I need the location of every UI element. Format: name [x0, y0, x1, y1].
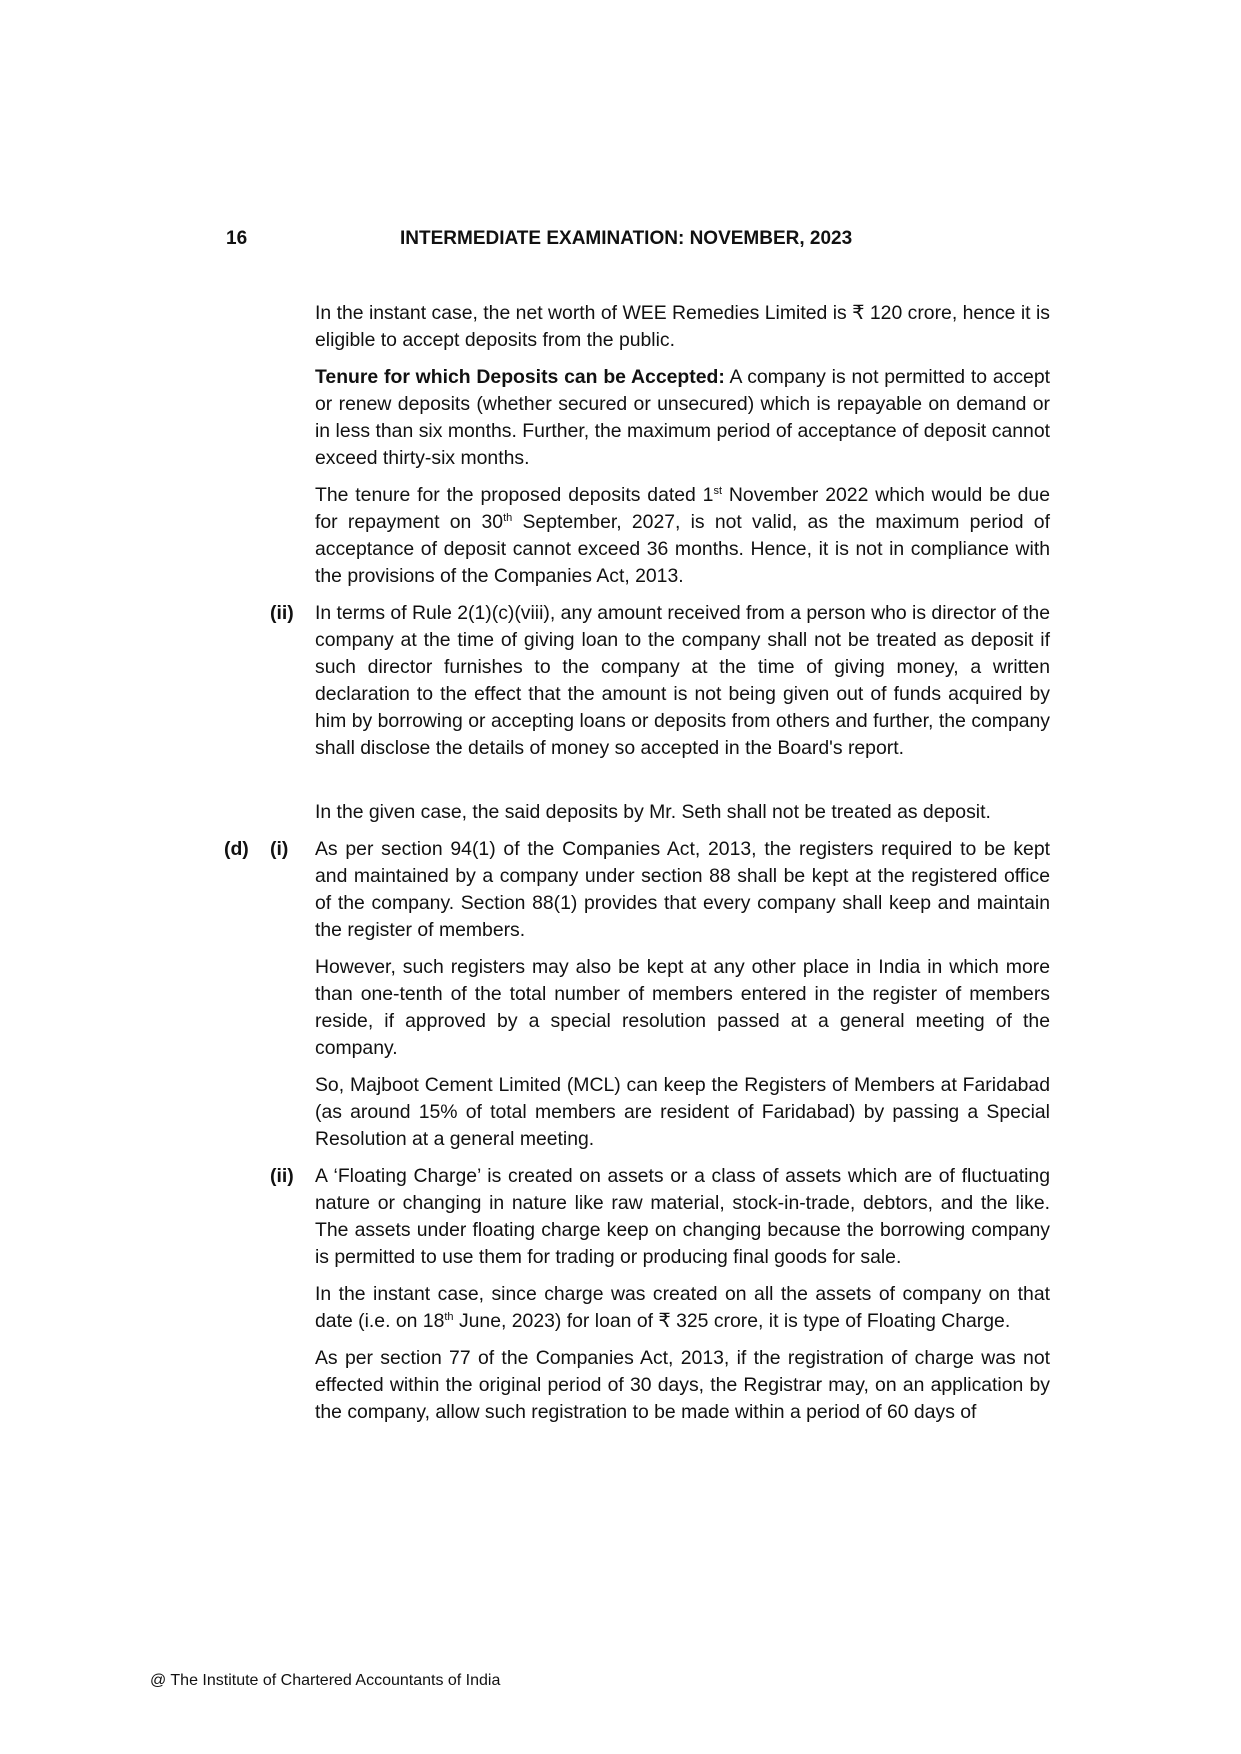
tenure-text: A company is not permitted to accept or renew deposits (whether secured or unsecured) which is repayable on demand or in less than six months. Further, the maximum period of acceptance of deposit cannot exceed thirty-six months. — [315, 366, 1050, 469]
floating-case-text-2: June, 2023) for loan of ₹ 325 crore, it is type of Floating Charge. — [453, 1310, 1011, 1332]
label-i: (i) — [270, 838, 289, 860]
label-d: (d) — [224, 838, 249, 860]
proposed-deposit-text-2: November 2022 which would be due for repayment on 30 — [315, 484, 1050, 533]
paragraph-floating-instant-case — [315, 1281, 1050, 1335]
paragraph-proposed-deposit — [315, 482, 1050, 590]
paragraph-director-deposit: In terms of Rule 2(1)(c)(viii), any amount received from a person who is director of the company at the time of giving loan to the company shall not be treated as deposit if such director furnishes to the company at the time of giving money, a written declaration to the effect that the amount is not being given out of funds acquired by him by borrowing or accepting loans or deposits from others and further, the company shall disclose the details of money so accepted in the Board's report. — [315, 602, 1050, 759]
paragraph-mcl-conclusion: So, Majboot Cement Limited (MCL) can keep the Registers of Members at Faridabad (as around 15% of total members are resident of Faridabad) by passing a Special Resolution at a general meeting. — [315, 1074, 1050, 1150]
ordinal-suffix: st — [713, 485, 723, 497]
paragraph-section-77: As per section 77 of the Companies Act, 2013, if the registration of charge was not effected within the original period of 30 days, the Registrar may, on an application by the company, allow such registration to be made within a period of 60 days of — [315, 1347, 1050, 1423]
proposed-deposit-text-1: The tenure for the proposed deposits dated 1 — [315, 484, 714, 506]
paragraph-seth-conclusion: In the given case, the said deposits by Mr. Seth shall not be treated as deposit. — [315, 801, 991, 823]
page-number: 16 — [226, 228, 248, 249]
paragraph-tenure — [315, 364, 1050, 472]
paragraph-registers-elsewhere: However, such registers may also be kept at any other place in India in which more than one-tenth of the total number of members entered in the register of members reside, if approved by a special resolution passed at a general meeting of the company. — [315, 956, 1050, 1059]
label-ii-second: (ii) — [270, 1165, 294, 1187]
paragraph-net-worth: In the instant case, the net worth of WEE Remedies Limited is ₹ 120 crore, hence it is eligible to accept deposits from the public. — [315, 302, 1050, 351]
paragraph-registers: As per section 94(1) of the Companies Act, 2013, the registers required to be kept and maintained by a company under section 88 shall be kept at the registered office of the company. Section 88(1) provides that every company shall keep and maintain the register of members. — [315, 838, 1050, 941]
proposed-deposit-text-3: September, 2027, is not valid, as the maximum period of acceptance of deposit cannot exceed 36 months. Hence, it is not in compliance with the provisions of the Companies Act, 2013. — [315, 511, 1050, 587]
label-ii-first: (ii) — [270, 602, 294, 624]
paragraph-floating-charge: A ‘Floating Charge’ is created on assets or a class of assets which are of fluctuating nature or changing in nature like raw material, stock-in-trade, debtors, and the like. The assets under floating charge keep on changing because the borrowing company is permitted to use them for trading or producing final goods for sale. — [315, 1165, 1050, 1268]
ordinal-suffix: th — [503, 512, 513, 524]
ordinal-suffix: th — [444, 1311, 454, 1323]
tenure-heading: Tenure for which Deposits can be Accepted: — [315, 366, 725, 388]
floating-case-text-1: In the instant case, since charge was created on all the assets of company on that date (i.e. on 18 — [315, 1283, 1050, 1332]
page-header-title: INTERMEDIATE EXAMINATION: NOVEMBER, 2023 — [400, 228, 853, 249]
page-footer: @ The Institute of Chartered Accountants of India — [150, 1672, 501, 1689]
